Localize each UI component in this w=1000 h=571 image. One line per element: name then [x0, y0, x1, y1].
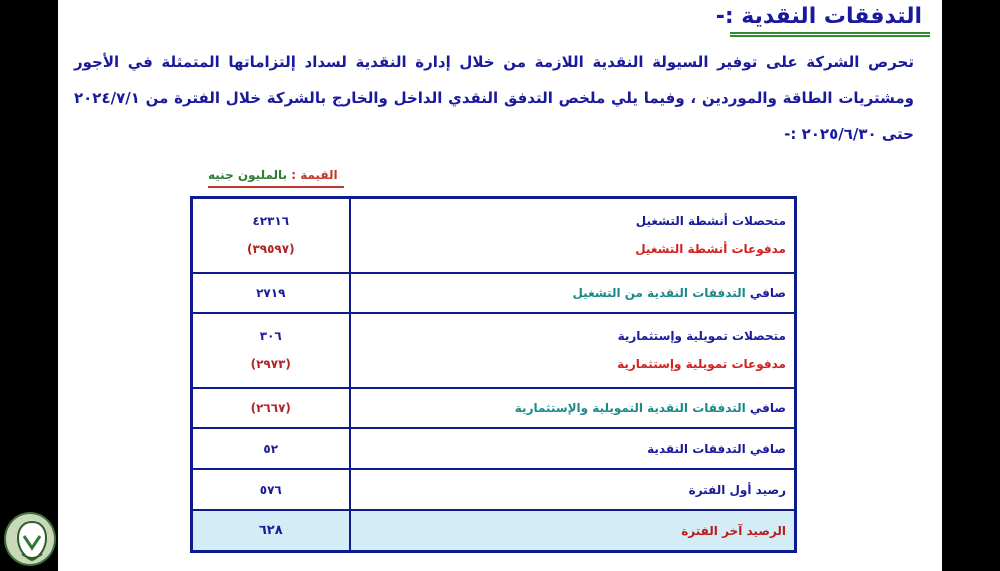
unit-label: القيمة : — [291, 168, 338, 182]
table-row — [192, 273, 796, 314]
row-label-text: التدفقات النقدية التمويلية والإستثمارية — [514, 401, 746, 416]
row-value-cell — [192, 313, 350, 387]
company-logo-icon — [4, 512, 56, 566]
row-label-prefix: صافي — [745, 285, 786, 300]
row-label-cell — [350, 510, 796, 551]
row-label-cell — [350, 428, 796, 469]
row-value-cell — [192, 510, 350, 551]
row-value-cell — [192, 428, 350, 469]
row-value-cell — [192, 469, 350, 510]
row-value-cell — [192, 273, 350, 314]
row-label-text: التدفقات النقدية — [647, 441, 746, 456]
table-row-closing-balance — [192, 510, 796, 551]
row-label-text: متحصلات أنشطة التشغيل — [635, 214, 786, 229]
row-label-line — [359, 235, 787, 263]
row-value: ٦٢٨ — [258, 522, 283, 538]
row-label-line — [359, 476, 787, 504]
row-value-cell — [192, 198, 350, 273]
table-row — [192, 313, 796, 387]
section-title: التدفقات النقدية :- — [715, 4, 922, 29]
row-value: ٣٠٦ — [259, 329, 282, 344]
row-label-text: الرصيد آخر الفترة — [681, 523, 786, 538]
row-value: ٥٧٦ — [259, 482, 282, 497]
row-label-text: رصيد أول الفترة — [688, 482, 786, 497]
row-label-cell — [350, 469, 796, 510]
unit-underline — [208, 186, 344, 188]
table-row — [192, 198, 796, 273]
row-label-text: مدفوعات تمويلية وإستثمارية — [617, 357, 786, 372]
title-underline — [730, 32, 930, 37]
row-value: ٥٢ — [263, 441, 279, 456]
row-label-line — [359, 517, 787, 545]
table-row — [192, 469, 796, 510]
row-value: ٤٢٣١٦ — [252, 214, 290, 229]
row-label-line — [359, 279, 787, 307]
row-label-prefix: صافي — [745, 441, 786, 456]
row-label-cell — [350, 388, 796, 429]
row-label-line — [359, 350, 787, 378]
row-value: (٢٦٦٧) — [250, 401, 291, 416]
document-page — [58, 0, 942, 571]
row-label-prefix: صافي — [745, 401, 786, 416]
table-row — [192, 428, 796, 469]
row-label-cell — [350, 313, 796, 387]
row-label-line — [359, 394, 787, 422]
row-label-line — [359, 207, 787, 235]
cash-flow-table — [190, 196, 797, 553]
row-label-line — [359, 435, 787, 463]
row-value-cell — [192, 388, 350, 429]
intro-paragraph: تحرص الشركة على توفير السيولة النقدية اللازمة من خلال إدارة النقدية لسداد إلتزاماتها المتمثلة في الأجور ومشتريات الطاقة والموردين ، وفيما يلي ملخص التدفق النقدي الداخل والخارج بالشركة خلال الفترة من ٢٠٢٤/٧/١ حتى ٢٠٢٥/٦/٣٠ :- — [74, 53, 914, 143]
row-label-text: متحصلات تمويلية وإستثمارية — [617, 329, 786, 344]
unit-value: بالمليون جنيه — [208, 168, 288, 182]
row-label-cell — [350, 198, 796, 273]
row-value: ٢٧١٩ — [256, 285, 286, 300]
row-label-text: التدفقات النقدية من التشغيل — [572, 285, 746, 300]
row-label-cell — [350, 273, 796, 314]
unit-note — [208, 168, 338, 182]
row-label-line — [359, 322, 787, 350]
table-row — [192, 388, 796, 429]
row-label-text: مدفوعات أنشطة التشغيل — [635, 242, 786, 257]
row-value: (٣٩٥٩٧) — [246, 242, 295, 257]
row-value: (٢٩٧٣) — [250, 357, 291, 372]
